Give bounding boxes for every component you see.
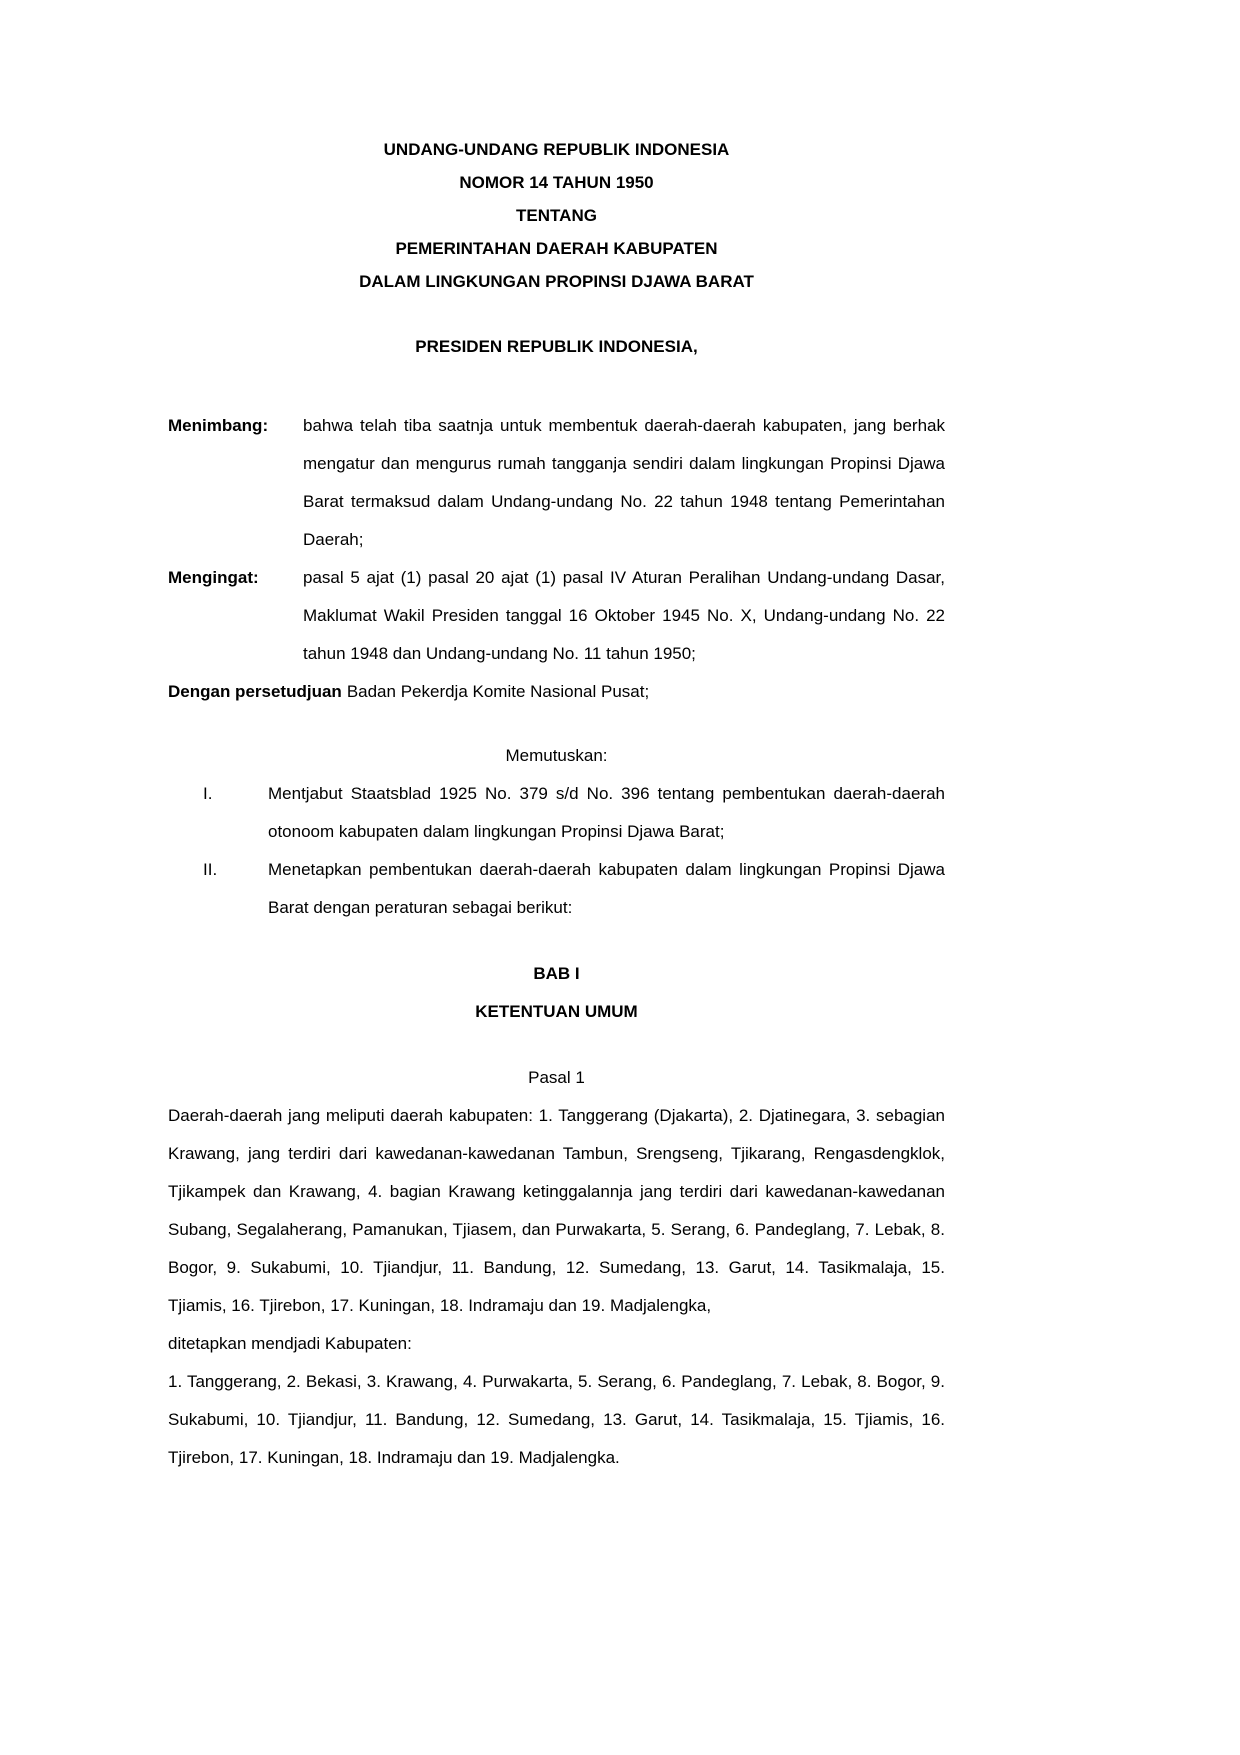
chapter-title: BAB I [533, 964, 580, 983]
consideration-label: Mengingat: [168, 568, 259, 587]
title-line: NOMOR 14 TAHUN 1950 [459, 173, 654, 192]
decision-numeral: I. [203, 784, 213, 803]
decision-item [168, 775, 945, 851]
consideration-mengingat [168, 559, 945, 673]
decisions-list [168, 775, 945, 927]
decision-item [168, 851, 945, 927]
decision-text: Menetapkan pembentukan daerah-daerah kabupaten dalam lingkungan Propinsi Djawa Barat dengan peraturan sebagai berikut: [268, 860, 945, 917]
agreement-label: Dengan persetudjuan [168, 682, 342, 701]
title-line: UNDANG-UNDANG REPUBLIK INDONESIA [383, 140, 730, 159]
title-line: TENTANG [516, 206, 597, 225]
consideration-menimbang [168, 407, 945, 559]
article-paragraph: 1. Tanggerang, 2. Bekasi, 3. Krawang, 4. Purwakarta, 5. Serang, 6. Pandeglang, 7. Lebak, 8. Bogor, 9. Sukabumi, 10. Tjiandjur, 11. Bandung, 12. Sumedang, 13. Garut, 14. Tasikmalaja, 15. Tjiamis, 16. Tjirebon, 17. Kuningan, 18. Indramaju dan 19. Madjalengka. [168, 1372, 945, 1467]
consideration-label: Menimbang: [168, 416, 269, 435]
consideration-text: bahwa telah tiba saatnja untuk membentuk daerah-daerah kabupaten, jang berhak mengatur dan mengurus rumah tangganja sendiri dalam lingkungan Propinsi Djawa Barat termaksud dalam Undang-undang No. 22 tahun 1948 tentang Pemerintahan Daerah; [303, 416, 945, 549]
presiden-heading: PRESIDEN REPUBLIK INDONESIA, [415, 337, 698, 356]
chapter-subtitle: KETENTUAN UMUM [475, 1002, 638, 1021]
title-line: DALAM LINGKUNGAN PROPINSI DJAWA BARAT [359, 272, 754, 291]
document-title-block [168, 133, 945, 298]
decision-numeral: II. [203, 860, 218, 879]
considerations-section [168, 407, 945, 711]
article-paragraph: ditetapkan mendjadi Kabupaten: [168, 1334, 412, 1353]
memutuskan-heading: Memutuskan: [505, 746, 608, 765]
agreement-text: Badan Pekerdja Komite Nasional Pusat; [346, 682, 650, 701]
decision-text: Mentjabut Staatsblad 1925 No. 379 s/d No. 396 tentang pembentukan daerah-daerah otonoom kabupaten dalam lingkungan Propinsi Djawa Barat; [268, 784, 945, 841]
agreement-line [168, 673, 945, 711]
title-line: PEMERINTAHAN DAERAH KABUPATEN [395, 239, 718, 258]
chapter-heading [168, 955, 945, 1031]
article-body [168, 1097, 945, 1477]
article-title: Pasal 1 [528, 1068, 585, 1087]
article-paragraph: Daerah-daerah jang meliputi daerah kabupaten: 1. Tanggerang (Djakarta), 2. Djatinegara, 3. sebagian Krawang, jang terdiri dari kawedanan-kawedanan Tambun, Srengseng, Tjikarang, Rengasdengklok, Tjikampek dan Krawang, 4. bagian Krawang ketinggalannja jang terdiri dari kawedanan-kawedanan Subang, Segalaherang, Pamanukan, Tjiasem, dan Purwakarta, 5. Serang, 6. Pandeglang, 7. Lebak, 8. Bogor, 9. Sukabumi, 10. Tjiandjur, 11. Bandung, 12. Sumedang, 13. Garut, 14. Tasikmalaja, 15. Tjiamis, 16. Tjirebon, 17. Kuningan, 18. Indramaju dan 19. Madjalengka, [168, 1106, 945, 1315]
consideration-text: pasal 5 ajat (1) pasal 20 ajat (1) pasal IV Aturan Peralihan Undang-undang Dasar, Maklumat Wakil Presiden tanggal 16 Oktober 1945 No. X, Undang-undang No. 22 tahun 1948 dan Undang-undang No. 11 tahun 1950; [303, 568, 945, 663]
